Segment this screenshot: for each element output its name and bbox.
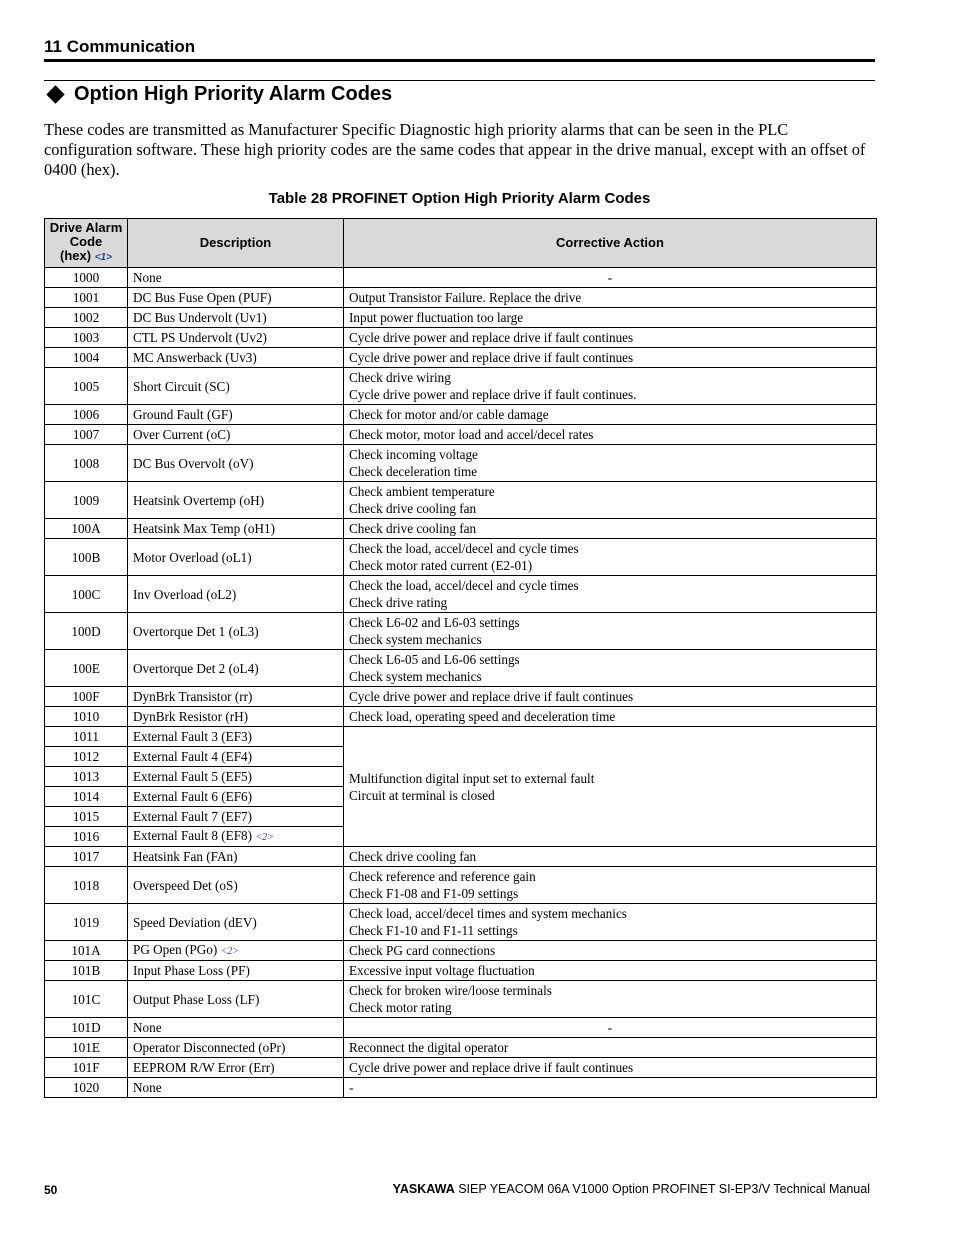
description-cell [128, 539, 344, 576]
description-cell [128, 405, 344, 425]
corrective-action-line: Check system mechanics [349, 669, 482, 684]
alarm-code-cell: 100F [45, 687, 128, 707]
corrective-action-line: Check load, accel/decel times and system mechanics [349, 906, 627, 921]
corrective-action-cell [344, 519, 877, 539]
table-row [45, 847, 877, 867]
alarm-code-cell: 1001 [45, 288, 128, 308]
description-cell [128, 707, 344, 727]
table-row [45, 425, 877, 445]
description-text: Over Current (oC) [133, 427, 231, 442]
corrective-action-line: Check the load, accel/decel and cycle times [349, 541, 579, 556]
description-text: Overspeed Det (oS) [133, 877, 238, 893]
corrective-action-line: Cycle drive power and replace drive if fault continues [349, 689, 634, 704]
description-cell [128, 904, 344, 941]
corrective-action-line: Check system mechanics [349, 632, 482, 647]
corrective-action-cell [344, 650, 877, 687]
corrective-action-cell [344, 1078, 877, 1098]
alarm-code-cell: 101A [45, 941, 128, 961]
intro-paragraph: These codes are transmitted as Manufacturer Specific Diagnostic high priority alarms that can be seen in the PLC configuration software. These high priority codes are the same codes that appear in the drive manual, except with an offset of 0400 (hex). [44, 120, 866, 179]
description-text: External Fault 6 (EF6) [133, 789, 253, 804]
corrective-action-line: Check motor rating [349, 1000, 452, 1015]
corrective-action-line: Cycle drive power and replace drive if fault continues [349, 350, 634, 365]
table-row [45, 687, 877, 707]
description-cell [128, 482, 344, 519]
alarm-code-cell: 101E [45, 1038, 128, 1058]
description-cell [128, 268, 344, 288]
description-text: Output Phase Loss (LF) [133, 991, 260, 1007]
corrective-action-cell [344, 268, 877, 288]
description-text: None [133, 1020, 162, 1035]
description-text: Heatsink Max Temp (oH1) [133, 521, 276, 536]
alarm-code-cell: 1017 [45, 847, 128, 867]
description-cell [128, 807, 344, 827]
corrective-action-cell [344, 539, 877, 576]
table-row [45, 1038, 877, 1058]
description-text: Motor Overload (oL1) [133, 549, 252, 565]
description-cell [128, 981, 344, 1018]
description-text: Operator Disconnected (oPr) [133, 1040, 286, 1055]
corrective-action-cell [344, 961, 877, 981]
description-cell [128, 613, 344, 650]
chapter-heading: 11 Communication [44, 37, 196, 56]
description-cell [128, 827, 344, 847]
corrective-action-line: Excessive input voltage fluctuation [349, 963, 535, 978]
alarm-code-cell: 101F [45, 1058, 128, 1078]
corrective-action-line: Cycle drive power and replace drive if fault continues [349, 330, 634, 345]
corrective-action-cell [344, 405, 877, 425]
corrective-action-line: Cycle drive power and replace drive if fault continues. [349, 387, 637, 402]
alarm-code-cell: 100D [45, 613, 128, 650]
description-text: None [133, 1080, 162, 1095]
note-ref-link[interactable]: <1> [94, 252, 112, 263]
corrective-action-line: Check PG card connections [349, 943, 496, 958]
section-title: Option High Priority Alarm Codes [74, 83, 393, 105]
description-text: External Fault 7 (EF7) [133, 809, 253, 824]
corrective-action-cell [344, 847, 877, 867]
description-cell [128, 519, 344, 539]
alarm-code-cell: 100E [45, 650, 128, 687]
corrective-action-cell [344, 941, 877, 961]
section-rule [44, 80, 875, 81]
diamond-bullet-icon [46, 85, 64, 103]
table-row [45, 1078, 877, 1098]
description-cell [128, 445, 344, 482]
alarm-codes-table [44, 218, 877, 1098]
table-row [45, 368, 877, 405]
description-text: DynBrk Resistor (rH) [133, 709, 249, 724]
corrective-action-line: Input power fluctuation too large [349, 310, 524, 325]
alarm-code-cell: 1002 [45, 308, 128, 328]
description-cell [128, 650, 344, 687]
corrective-action-line: Check motor rated current (E2-01) [349, 558, 533, 573]
table-row [45, 348, 877, 368]
alarm-code-cell: 1012 [45, 747, 128, 767]
table-row [45, 328, 877, 348]
alarm-code-cell: 1015 [45, 807, 128, 827]
table-row [45, 1018, 877, 1038]
table-header-row [45, 219, 877, 268]
description-cell [128, 1078, 344, 1098]
table-row [45, 961, 877, 981]
description-cell [128, 747, 344, 767]
corrective-action-line: - [349, 1080, 354, 1095]
description-text: External Fault 8 (EF8) [133, 828, 253, 843]
alarm-code-cell: 1009 [45, 482, 128, 519]
corrective-action-line: Check incoming voltage [349, 447, 478, 462]
manual-name: SIEP YEACOM 06A V1000 Option PROFINET SI-EP3/V Technical Manual [454, 1182, 870, 1196]
corrective-action-line: Reconnect the digital operator [349, 1040, 509, 1055]
corrective-action-cell [344, 482, 877, 519]
corrective-action-line: - [607, 1020, 613, 1035]
description-cell [128, 787, 344, 807]
note-ref-link[interactable]: <2> [220, 946, 240, 957]
corrective-action-cell [344, 308, 877, 328]
corrective-action-line: Check drive rating [349, 595, 448, 610]
table-row [45, 482, 877, 519]
corrective-action-line: Check L6-02 and L6-03 settings [349, 615, 520, 630]
corrective-action-cell [344, 288, 877, 308]
corrective-action-line: Check reference and reference gain [349, 869, 536, 884]
table-row [45, 308, 877, 328]
description-cell [128, 1038, 344, 1058]
corrective-action-cell [344, 425, 877, 445]
corrective-action-cell [344, 576, 877, 613]
description-cell [128, 767, 344, 787]
description-text: Speed Deviation (dEV) [133, 914, 257, 930]
table-row [45, 445, 877, 482]
description-text: Ground Fault (GF) [133, 407, 233, 422]
corrective-action-line: Output Transistor Failure. Replace the drive [349, 290, 582, 305]
corrective-action-line: Check for broken wire/loose terminals [349, 983, 552, 998]
corrective-action-cell [344, 904, 877, 941]
description-text: DynBrk Transistor (rr) [133, 689, 253, 704]
table-row [45, 613, 877, 650]
page-number: 50 [44, 1183, 58, 1197]
description-cell [128, 368, 344, 405]
table-row [45, 405, 877, 425]
alarm-code-cell: 1006 [45, 405, 128, 425]
alarm-code-cell: 1020 [45, 1078, 128, 1098]
corrective-action-line: Check drive cooling fan [349, 501, 477, 516]
description-text: PG Open (PGo) [133, 942, 218, 957]
header-code [45, 219, 128, 268]
note-ref-link[interactable]: <2> [255, 832, 274, 843]
alarm-code-cell: 101D [45, 1018, 128, 1038]
description-cell [128, 687, 344, 707]
alarm-code-cell: 1013 [45, 767, 128, 787]
alarm-code-cell: 1008 [45, 445, 128, 482]
header-rule [44, 59, 875, 62]
corrective-action-cell [344, 1038, 877, 1058]
header-code-line1: Drive Alarm [49, 220, 123, 235]
header-code-line3: (hex) [60, 248, 92, 263]
description-text: Short Circuit (SC) [133, 378, 230, 394]
alarm-code-cell: 1005 [45, 368, 128, 405]
corrective-action-line: Check F1-08 and F1-09 settings [349, 886, 519, 901]
corrective-action-cell [344, 368, 877, 405]
corrective-action-line: Check ambient temperature [349, 484, 495, 499]
table-row [45, 519, 877, 539]
brand-name: YASKAWA [392, 1182, 455, 1196]
table-row [45, 941, 877, 961]
alarm-code-cell: 101B [45, 961, 128, 981]
alarm-code-cell: 1007 [45, 425, 128, 445]
corrective-action-line: Check motor, motor load and accel/decel rates [349, 427, 594, 442]
manual-title [393, 1182, 870, 1196]
description-cell [128, 847, 344, 867]
table-row [45, 904, 877, 941]
corrective-action-line: Check drive cooling fan [349, 849, 477, 864]
corrective-action-line: Circuit at terminal is closed [349, 787, 495, 803]
description-cell [128, 425, 344, 445]
alarm-code-cell: 1003 [45, 328, 128, 348]
description-text: Heatsink Fan (FAn) [133, 849, 238, 864]
corrective-action-line: Multifunction digital input set to external fault [349, 770, 595, 786]
description-cell [128, 288, 344, 308]
description-text: Inv Overload (oL2) [133, 586, 237, 602]
description-text: DC Bus Undervolt (Uv1) [133, 310, 267, 325]
header-description: Description [128, 219, 344, 268]
description-cell [128, 1058, 344, 1078]
description-text: External Fault 3 (EF3) [133, 729, 253, 744]
header-action: Corrective Action [344, 219, 877, 268]
alarm-code-cell: 101C [45, 981, 128, 1018]
description-text: DC Bus Fuse Open (PUF) [133, 290, 272, 305]
corrective-action-cell [344, 348, 877, 368]
alarm-code-cell: 1016 [45, 827, 128, 847]
description-text: MC Answerback (Uv3) [133, 350, 257, 365]
header-code-line2: Code [69, 234, 103, 249]
table-row [45, 981, 877, 1018]
corrective-action-cell [344, 1018, 877, 1038]
description-text: CTL PS Undervolt (Uv2) [133, 330, 267, 345]
table-row [45, 288, 877, 308]
table-row [45, 650, 877, 687]
table-row [45, 539, 877, 576]
corrective-action-line: Check for motor and/or cable damage [349, 407, 549, 422]
description-text: Heatsink Overtemp (oH) [133, 492, 265, 508]
description-cell [128, 576, 344, 613]
corrective-action-cell [344, 328, 877, 348]
corrective-action-cell [344, 613, 877, 650]
description-cell [128, 1018, 344, 1038]
alarm-code-cell: 100C [45, 576, 128, 613]
alarm-code-cell: 100A [45, 519, 128, 539]
alarm-code-cell: 1011 [45, 727, 128, 747]
description-cell [128, 348, 344, 368]
description-text: Input Phase Loss (PF) [133, 963, 250, 978]
corrective-action-cell [344, 727, 877, 847]
corrective-action-line: Cycle drive power and replace drive if fault continues [349, 1060, 634, 1075]
alarm-code-cell: 1018 [45, 867, 128, 904]
corrective-action-cell [344, 981, 877, 1018]
description-text: None [133, 270, 162, 285]
corrective-action-line: Check deceleration time [349, 464, 478, 479]
alarm-code-cell: 1000 [45, 268, 128, 288]
alarm-code-cell: 1004 [45, 348, 128, 368]
corrective-action-line: - [607, 270, 613, 285]
corrective-action-line: Check L6-05 and L6-06 settings [349, 652, 520, 667]
description-cell [128, 308, 344, 328]
corrective-action-cell [344, 687, 877, 707]
table-row [45, 268, 877, 288]
corrective-action-line: Check F1-10 and F1-11 settings [349, 923, 518, 938]
corrective-action-line: Check drive wiring [349, 370, 451, 385]
corrective-action-cell [344, 707, 877, 727]
description-cell [128, 961, 344, 981]
description-text: DC Bus Overvolt (oV) [133, 455, 254, 471]
description-cell [128, 328, 344, 348]
table-row [45, 576, 877, 613]
corrective-action-line: Check drive cooling fan [349, 521, 477, 536]
alarm-code-cell: 100B [45, 539, 128, 576]
table-row [45, 867, 877, 904]
corrective-action-cell [344, 867, 877, 904]
corrective-action-cell [344, 1058, 877, 1078]
description-cell [128, 727, 344, 747]
corrective-action-cell [344, 445, 877, 482]
description-text: External Fault 4 (EF4) [133, 749, 253, 764]
description-text: Overtorque Det 2 (oL4) [133, 660, 259, 676]
table-caption: Table 28 PROFINET Option High Priority Alarm Codes [268, 190, 651, 207]
alarm-code-cell: 1019 [45, 904, 128, 941]
description-text: Overtorque Det 1 (oL3) [133, 623, 259, 639]
corrective-action-line: Check the load, accel/decel and cycle times [349, 578, 579, 593]
alarm-code-cell: 1010 [45, 707, 128, 727]
corrective-action-line: Check load, operating speed and deceleration time [349, 709, 616, 724]
description-cell [128, 867, 344, 904]
description-text: EEPROM R/W Error (Err) [133, 1060, 275, 1075]
description-text: External Fault 5 (EF5) [133, 769, 253, 784]
table-row [45, 707, 877, 727]
alarm-code-cell: 1014 [45, 787, 128, 807]
table-row [45, 1058, 877, 1078]
table-row [45, 727, 877, 747]
section-heading [49, 83, 392, 106]
description-cell [128, 941, 344, 961]
